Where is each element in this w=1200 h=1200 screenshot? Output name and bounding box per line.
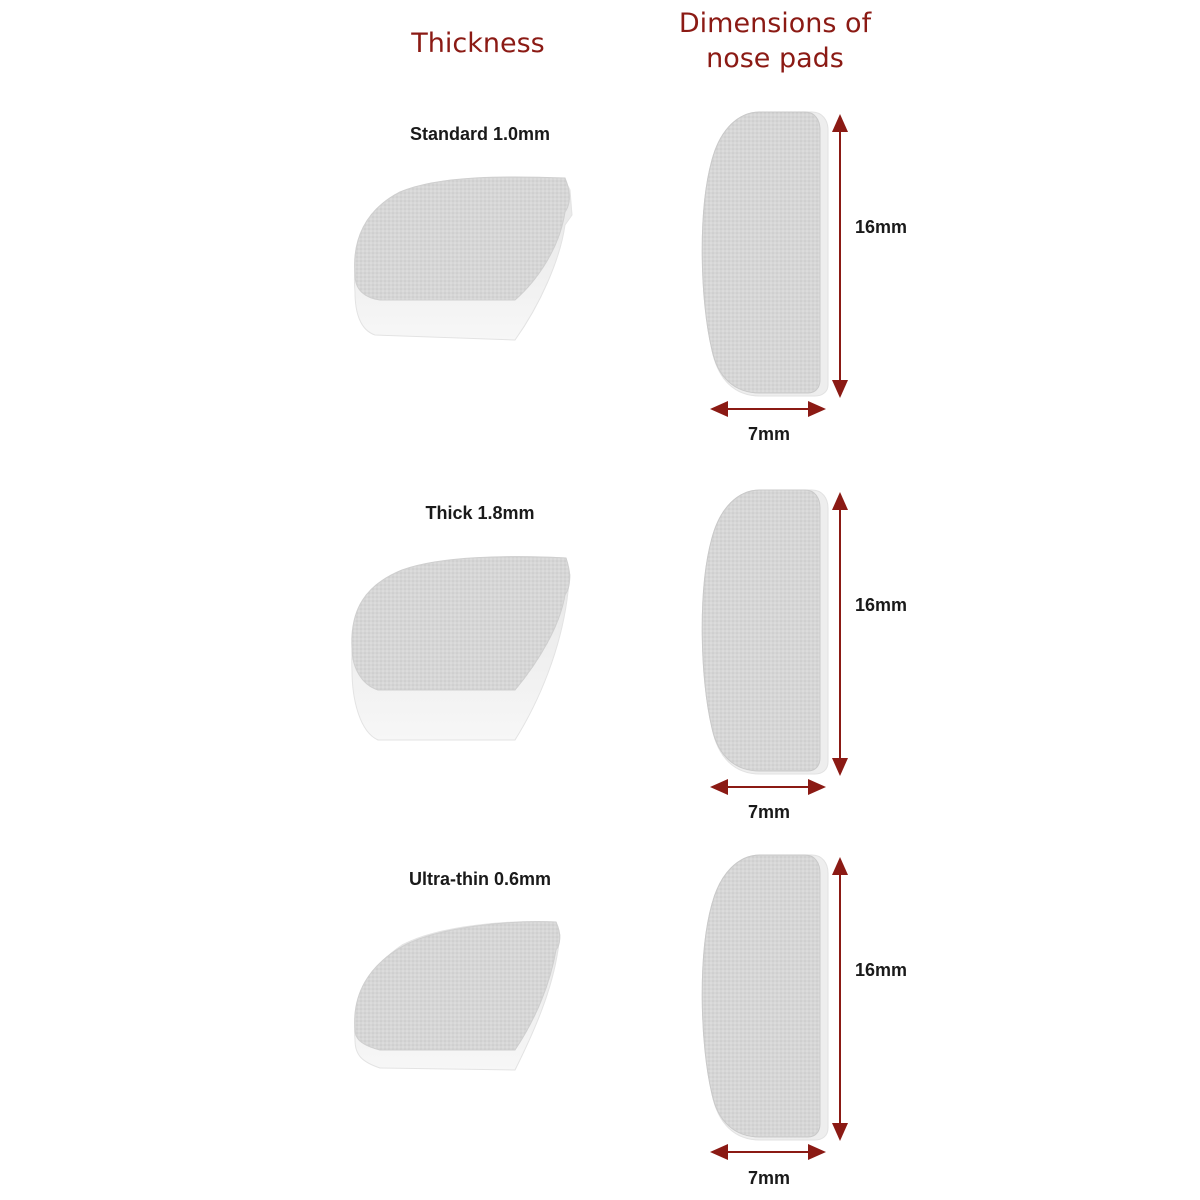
width-label-1: 7mm — [748, 424, 791, 444]
side-pad-thick — [352, 557, 570, 740]
front-pad-3 — [702, 855, 828, 1140]
thickness-label-ultra-thin: Ultra-thin 0.6mm — [408, 869, 552, 889]
front-pad-1 — [702, 112, 828, 396]
width-label-3: 7mm — [748, 1168, 791, 1188]
width-label-2: 7mm — [748, 802, 791, 822]
height-label-3: 16mm — [855, 960, 908, 980]
dimensions-heading-line1: Dimensions of — [678, 8, 872, 39]
side-pad-standard — [354, 177, 572, 340]
height-label-2: 16mm — [855, 595, 908, 615]
height-label-1: 16mm — [855, 217, 908, 237]
front-pad-2 — [702, 490, 828, 774]
thickness-label-thick: Thick 1.8mm — [425, 503, 535, 523]
side-pad-ultra-thin — [355, 922, 560, 1070]
dimensions-heading-line2: nose pads — [706, 43, 844, 74]
thickness-label-standard: Standard 1.0mm — [409, 124, 551, 144]
thickness-heading: Thickness — [411, 28, 545, 59]
